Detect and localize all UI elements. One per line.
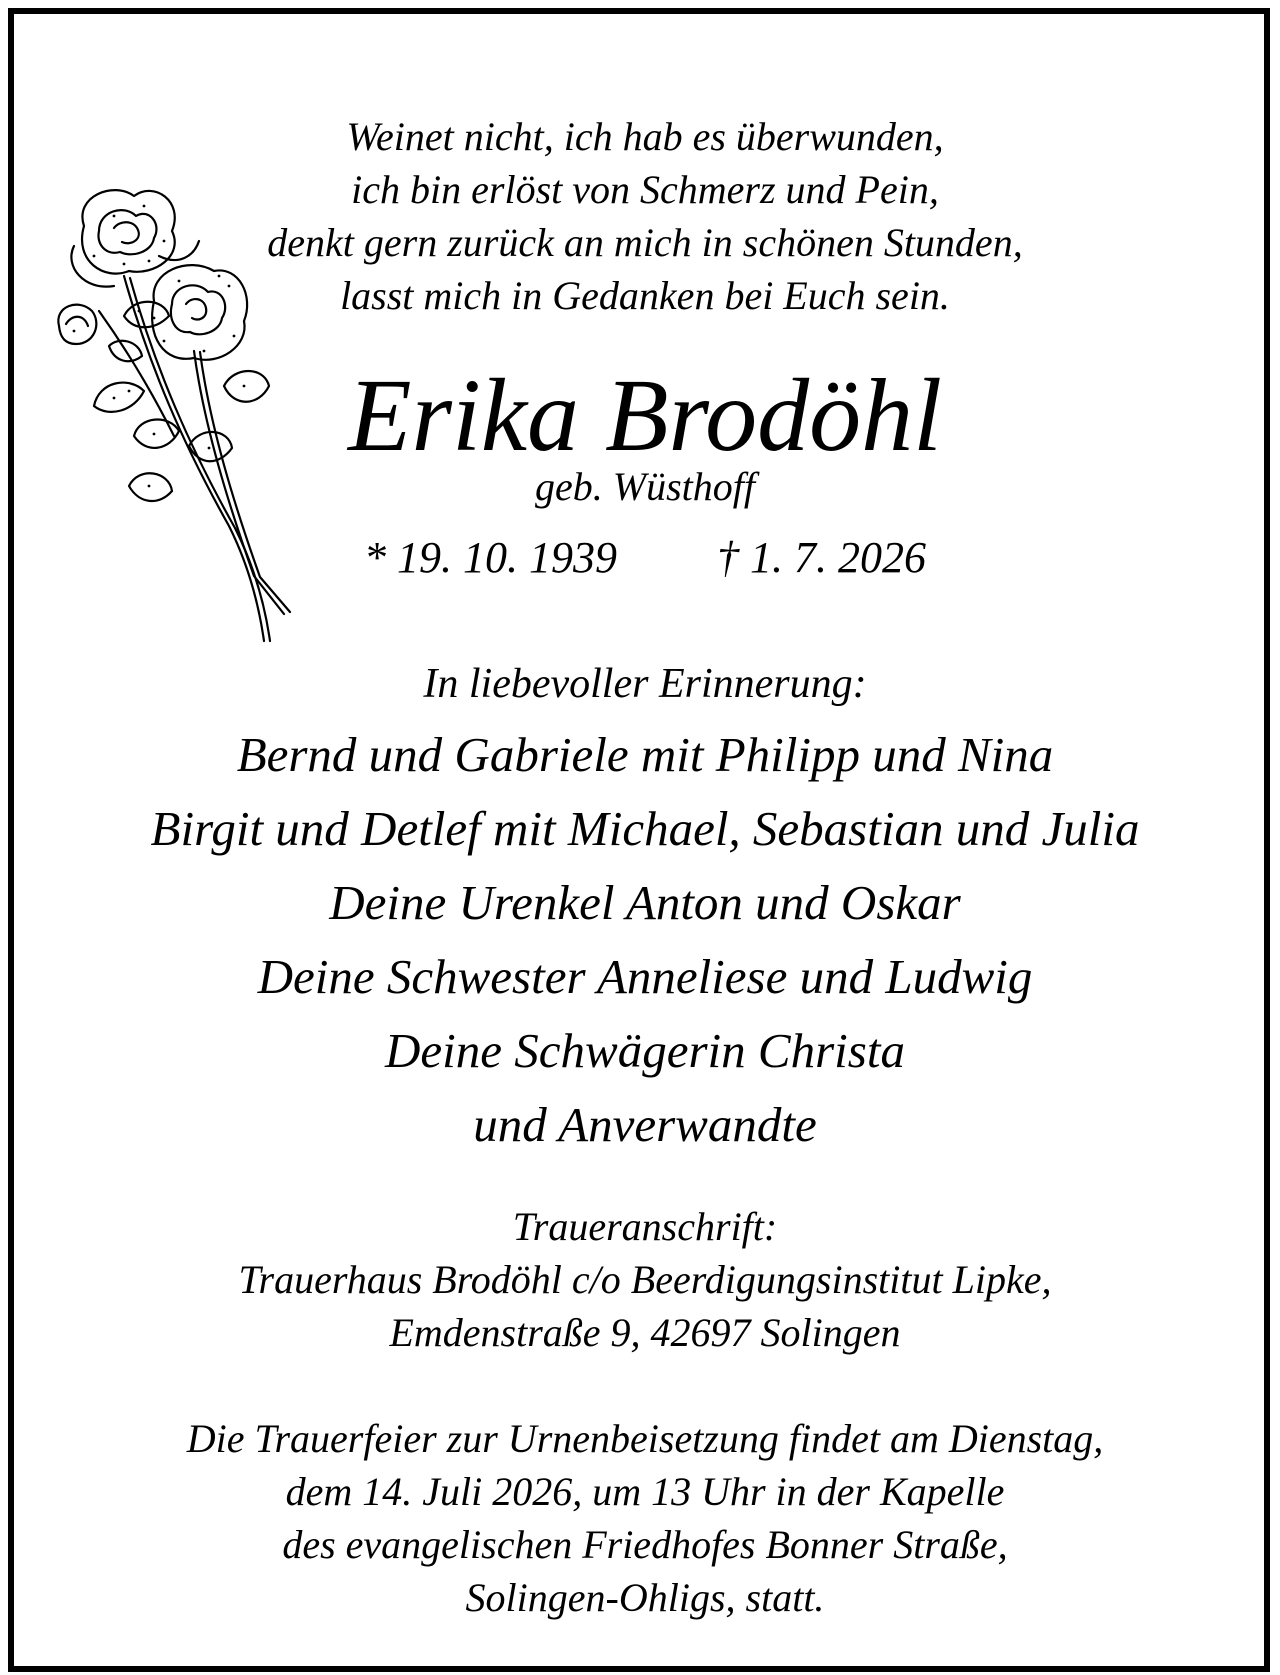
ceremony-notice (14, 1412, 1276, 1624)
obituary-frame (8, 8, 1270, 1672)
ceremony-line: Die Trauerfeier zur Urnenbeisetzung findet am Dienstag, (186, 1416, 1104, 1461)
mourner-line: Bernd und Gabriele mit Philipp und Nina (236, 727, 1054, 782)
mourner-line: Deine Urenkel Anton und Oskar (329, 875, 961, 930)
poem-line: denkt gern zurück an mich in schönen Stunden, (267, 220, 1023, 265)
birth-date: * 19. 10. 1939 (364, 533, 617, 582)
poem-line: Weinet nicht, ich hab es überwunden, (346, 114, 944, 159)
ceremony-line: dem 14. Juli 2026, um 13 Uhr in der Kapelle (285, 1469, 1005, 1514)
death-date: † 1. 7. 2026 (717, 533, 926, 582)
mourner-line: Birgit und Detlef mit Michael, Sebastian und Julia (150, 801, 1140, 856)
mourner-line: Deine Schwester Anneliese und Ludwig (257, 949, 1033, 1004)
poem-line: ich bin erlöst von Schmerz und Pein, (351, 167, 939, 212)
mourners-list (14, 718, 1276, 1162)
address-heading: Traueranschrift: (512, 1204, 778, 1249)
ceremony-line: des evangelischen Friedhofes Bonner Straße, (282, 1522, 1008, 1567)
memory-heading: In liebevoller Erinnerung: (423, 661, 867, 707)
mourning-address (14, 1200, 1276, 1359)
mourner-line: und Anverwandte (473, 1097, 817, 1152)
life-dates (14, 530, 1276, 586)
address-line: Trauerhaus Brodöhl c/o Beerdigungsinstitut Lipke, (238, 1257, 1052, 1302)
maiden-name: geb. Wüsthoff (535, 464, 755, 509)
deceased-name: Erika Brodöhl (347, 358, 943, 473)
poem-line: lasst mich in Gedanken bei Euch sein. (340, 273, 950, 318)
poem-verse (14, 110, 1276, 322)
address-line: Emdenstraße 9, 42697 Solingen (389, 1310, 901, 1355)
mourner-line: Deine Schwägerin Christa (385, 1023, 905, 1078)
ceremony-line: Solingen-Ohligs, statt. (465, 1575, 825, 1620)
